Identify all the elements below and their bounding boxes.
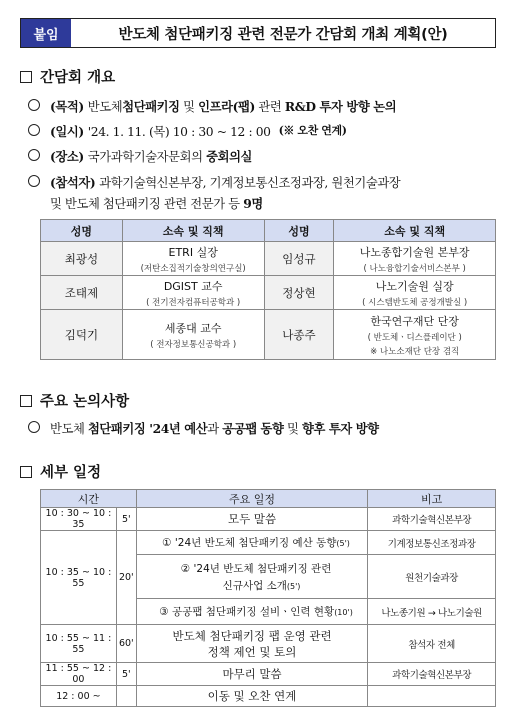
table-header-row bbox=[41, 490, 496, 508]
participant-org bbox=[334, 276, 496, 310]
org-department: ( 나노융합기술서비스본부 ) bbox=[363, 263, 466, 274]
participant-org bbox=[334, 310, 496, 360]
text-bold: 공공팹 동향 bbox=[222, 421, 284, 436]
time-cell: 10 : 30 ~ 10 : 35 bbox=[41, 508, 117, 531]
minutes: (10') bbox=[334, 608, 353, 617]
minutes: (5') bbox=[336, 539, 350, 548]
column-header: 비고 bbox=[368, 490, 496, 508]
agenda-item: 마무리 말씀 bbox=[136, 663, 367, 686]
text-bold: 첨단패키징 bbox=[122, 99, 180, 114]
table-row bbox=[41, 310, 496, 360]
duration-cell: 5' bbox=[116, 663, 136, 686]
remarks-cell: 원천기술과장 bbox=[368, 555, 496, 599]
participant-name: 정상현 bbox=[264, 276, 334, 310]
purpose-line bbox=[28, 97, 396, 115]
duration-cell: 5' bbox=[116, 508, 136, 531]
agenda-item: 모두 말씀 bbox=[136, 508, 367, 531]
attendees-label: (참석자) bbox=[50, 175, 96, 190]
remarks-cell: 기계정보통신조정과장 bbox=[368, 531, 496, 555]
section-topics-heading bbox=[20, 390, 129, 411]
agenda-subitem bbox=[136, 555, 367, 599]
circle-bullet-icon bbox=[28, 149, 40, 161]
text: 신규사업 소개 bbox=[222, 579, 287, 592]
attendees-line-2 bbox=[50, 194, 263, 212]
text: 과학기술혁신본부장, 기계정보통신조정과장, 원천기술과장 bbox=[99, 176, 401, 190]
place-label: (장소) bbox=[50, 149, 84, 164]
attendees-line bbox=[28, 173, 400, 191]
org-note: ※ 나노소재단 단장 겸직 bbox=[370, 346, 460, 357]
text-bold: 첨단패키징 '24년 예산 bbox=[87, 421, 208, 436]
org-department: (저탄소집적기술창의연구실) bbox=[140, 263, 246, 274]
column-header: 성명 bbox=[264, 220, 334, 242]
date-label: (일시) bbox=[50, 124, 84, 139]
text-bold: R&D 투자 방향 논의 bbox=[284, 99, 397, 114]
table-row bbox=[41, 625, 496, 663]
time-cell: 11 : 55 ~ 12 : 00 bbox=[41, 663, 117, 686]
org-department: ( 시스템반도체 공정개발실 ) bbox=[362, 297, 468, 308]
participant-name: 최광성 bbox=[41, 242, 123, 276]
participant-name: 임성규 bbox=[264, 242, 334, 276]
text: ② '24년 반도체 첨단패키징 관련 bbox=[180, 562, 332, 575]
section-overview-heading bbox=[20, 66, 115, 87]
text: ① '24년 반도체 첨단패키징 예산 동향 bbox=[162, 537, 337, 549]
section-title: 주요 논의사항 bbox=[40, 394, 130, 410]
text: 국가과학기술자문회의 bbox=[87, 150, 207, 164]
text: 과 bbox=[207, 422, 223, 436]
time-cell: 12 : 00 ~ bbox=[41, 686, 117, 707]
org-title: 나노종합기술원 본부장 bbox=[359, 245, 470, 259]
org-title: DGIST 교수 bbox=[163, 279, 223, 293]
square-bullet-icon bbox=[20, 466, 32, 478]
text: 정책 제언 및 토의 bbox=[207, 644, 297, 659]
text: 및 bbox=[179, 100, 199, 114]
table-header-row bbox=[41, 220, 496, 242]
topics-line bbox=[28, 419, 379, 437]
section-schedule-heading bbox=[20, 461, 101, 482]
section-title: 간담회 개요 bbox=[40, 70, 116, 86]
table-row bbox=[41, 686, 496, 707]
text: 관련 bbox=[254, 100, 285, 114]
org-title: 한국연구재단 단장 bbox=[370, 314, 459, 328]
attachment-badge: 붙임 bbox=[21, 19, 71, 47]
column-header: 주요 일정 bbox=[136, 490, 367, 508]
org-department: ( 반도체ㆍ디스플레이단 ) bbox=[367, 332, 462, 343]
remarks-cell bbox=[368, 686, 496, 707]
column-header: 성명 bbox=[41, 220, 123, 242]
schedule-table bbox=[40, 489, 496, 707]
text: ③ 공공팹 첨단패키징 설비ㆍ인력 현황 bbox=[159, 606, 335, 618]
square-bullet-icon bbox=[20, 71, 32, 83]
table-row bbox=[41, 242, 496, 276]
org-department: ( 전기전자컴퓨터공학과 ) bbox=[146, 297, 241, 308]
text: 반도체 bbox=[50, 422, 88, 436]
remarks-cell: 참석자 전체 bbox=[368, 625, 496, 663]
agenda-item bbox=[136, 625, 367, 663]
text-bold: 인프라(팹) bbox=[198, 99, 255, 114]
circle-bullet-icon bbox=[28, 124, 40, 136]
remarks-cell: 나노종기원 → 나노기술원 bbox=[368, 599, 496, 625]
participant-name: 김덕기 bbox=[41, 310, 123, 360]
table-row bbox=[41, 663, 496, 686]
time-cell: 10 : 35 ~ 10 : 55 bbox=[41, 531, 117, 625]
date-note: (※ 오찬 연계) bbox=[278, 124, 347, 137]
date-text: '24. 1. 11. (목) 10 : 30 ~ 12 : 00 bbox=[87, 125, 271, 139]
duration-cell: 20' bbox=[116, 531, 136, 625]
place-line bbox=[28, 147, 252, 165]
agenda-subitem bbox=[136, 599, 367, 625]
text-bold: 9명 bbox=[243, 196, 263, 211]
section-title: 세부 일정 bbox=[40, 465, 102, 481]
minutes: (5') bbox=[286, 581, 301, 591]
purpose-label: (목적) bbox=[50, 99, 84, 114]
square-bullet-icon bbox=[20, 395, 32, 407]
org-title: 세종대 교수 bbox=[164, 321, 222, 335]
text-bold: 중회의실 bbox=[206, 149, 253, 164]
org-title: 나노기술원 실장 bbox=[375, 279, 454, 293]
participant-name: 나종주 bbox=[264, 310, 334, 360]
text-bold: 향후 투자 방향 bbox=[302, 421, 379, 436]
circle-bullet-icon bbox=[28, 421, 40, 433]
document-title: 반도체 첨단패키징 관련 전문가 간담회 개최 계획(안) bbox=[118, 26, 448, 43]
org-title: ETRI 실장 bbox=[168, 245, 218, 259]
time-cell: 10 : 55 ~ 11 : 55 bbox=[41, 625, 117, 663]
duration-cell: 60' bbox=[116, 625, 136, 663]
remarks-cell: 과학기술혁신본부장 bbox=[368, 663, 496, 686]
document-header bbox=[20, 18, 496, 48]
participant-org bbox=[334, 242, 496, 276]
column-header: 소속 및 직책 bbox=[122, 220, 264, 242]
remarks-cell: 과학기술혁신본부장 bbox=[368, 508, 496, 531]
text: 반도체 bbox=[87, 100, 123, 114]
circle-bullet-icon bbox=[28, 99, 40, 111]
date-line bbox=[28, 122, 347, 140]
participant-org bbox=[122, 310, 264, 360]
column-header: 소속 및 직책 bbox=[334, 220, 496, 242]
table-row bbox=[41, 508, 496, 531]
participant-org bbox=[122, 242, 264, 276]
text: 및 반도체 첨단패키징 관련 전문가 등 bbox=[50, 197, 244, 211]
text: 반도체 첨단패키징 팹 운영 관련 bbox=[172, 628, 332, 643]
text: 및 bbox=[283, 422, 303, 436]
org-department: ( 전자정보통신공학과 ) bbox=[150, 339, 237, 350]
agenda-item: 이동 및 오찬 연계 bbox=[136, 686, 367, 707]
agenda-subitem bbox=[136, 531, 367, 555]
participant-org bbox=[122, 276, 264, 310]
participants-table bbox=[40, 219, 496, 360]
column-header: 시간 bbox=[41, 490, 137, 508]
circle-bullet-icon bbox=[28, 175, 40, 187]
duration-cell bbox=[116, 686, 136, 707]
participant-name: 조태제 bbox=[41, 276, 123, 310]
table-row bbox=[41, 276, 496, 310]
table-row bbox=[41, 531, 496, 555]
